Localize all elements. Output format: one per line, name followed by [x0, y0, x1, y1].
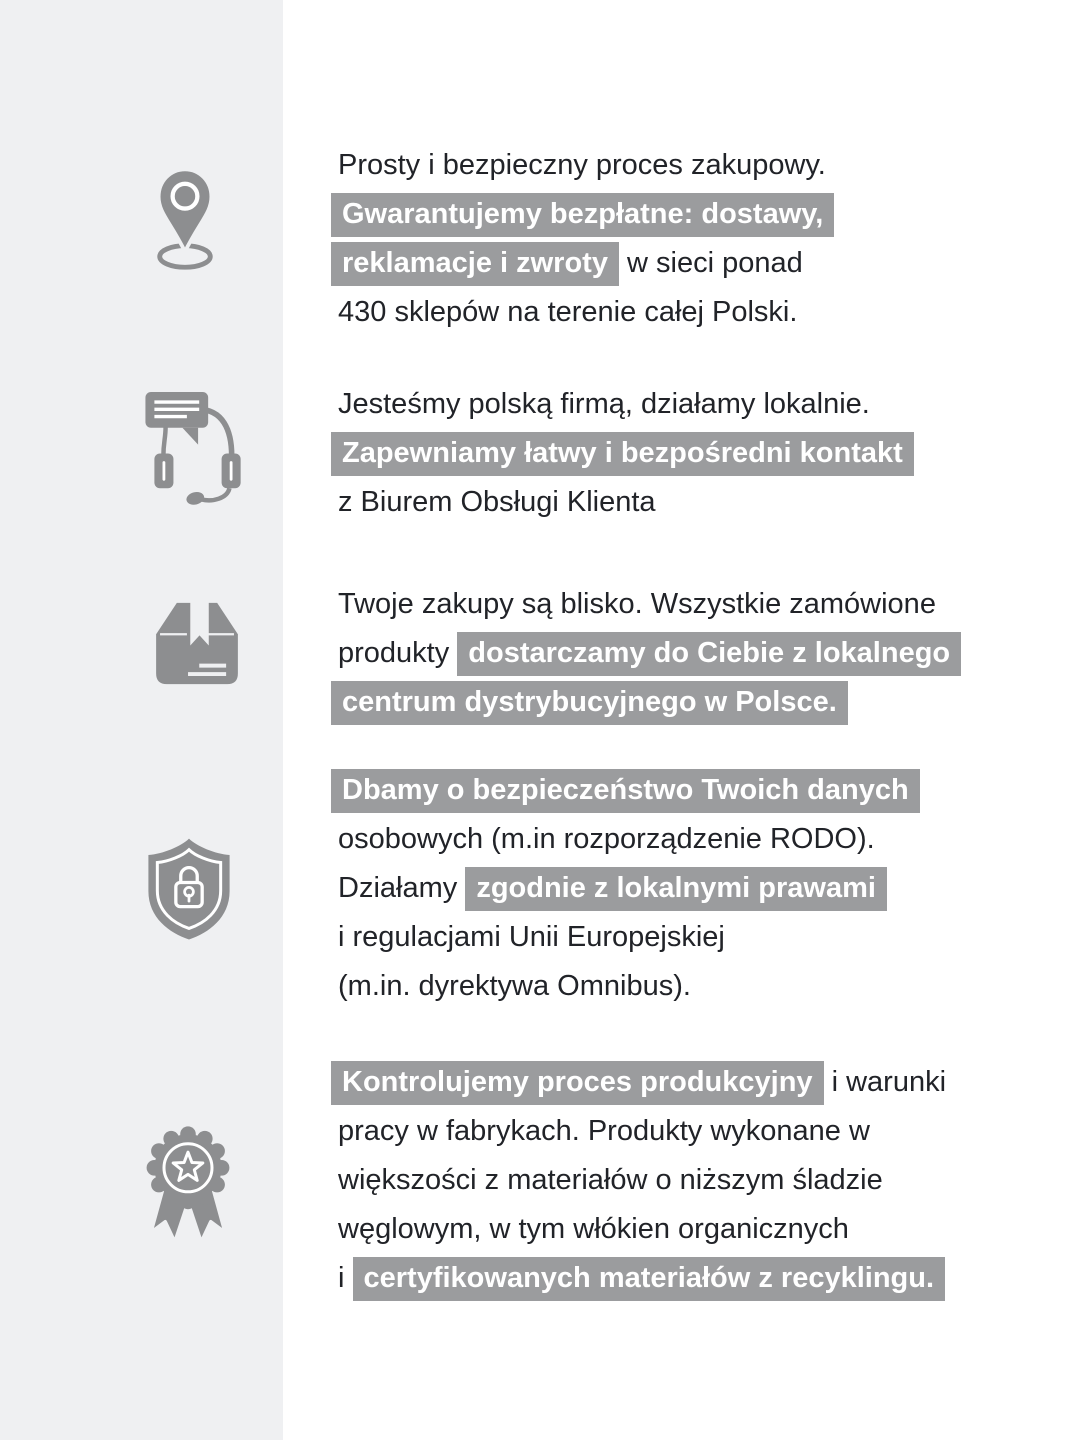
text-line	[331, 962, 920, 1011]
plain-text: (m.in. dyrektywa Omnibus).	[338, 970, 691, 1002]
highlighted-text: Zapewniamy łatwy i bezpośredni kontakt	[331, 432, 914, 476]
text-line	[331, 190, 834, 239]
plain-text: 430 sklepów na terenie całej Polski.	[338, 296, 798, 328]
text-line	[331, 678, 961, 727]
text-line	[331, 1254, 946, 1303]
highlighted-text: Dbamy o bezpieczeństwo Twoich danych	[331, 769, 920, 813]
text-block-logistics	[331, 580, 961, 727]
text-line	[331, 239, 834, 288]
headset-chat-icon	[132, 384, 244, 513]
text-line	[331, 141, 834, 190]
plain-text: Twoje zakupy są blisko. Wszystkie zamówione	[338, 588, 936, 620]
location-pin-icon	[150, 165, 220, 278]
plain-text: i warunki	[823, 1066, 947, 1098]
plain-text: węglowym, w tym włókien organicznych	[338, 1213, 849, 1245]
plain-text: osobowych (m.in rozporządzenie RODO).	[338, 823, 875, 855]
package-icon	[141, 585, 253, 697]
text-line	[331, 1058, 946, 1107]
highlighted-text: Kontrolujemy proces produkcyjny	[331, 1061, 824, 1105]
highlighted-text: reklamacje i zwroty	[331, 242, 619, 286]
text-line	[331, 629, 961, 678]
plain-text: w sieci ponad	[618, 247, 803, 279]
text-line	[331, 478, 914, 527]
text-line	[331, 1205, 946, 1254]
highlighted-text: certyfikowanych materiałów z recyklingu.	[353, 1257, 946, 1301]
text-line	[331, 1107, 946, 1156]
award-badge-icon	[128, 1115, 248, 1247]
plain-text: produkty	[338, 637, 458, 669]
text-block-delivery	[331, 141, 834, 337]
text-line	[331, 288, 834, 337]
text-block-production	[331, 1058, 946, 1303]
text-line	[331, 1156, 946, 1205]
plain-text: Jesteśmy polską firmą, działamy lokalnie.	[338, 388, 870, 420]
plain-text: większości z materiałów o niższym śladzie	[338, 1164, 883, 1196]
text-block-contact	[331, 380, 914, 527]
text-line	[331, 380, 914, 429]
highlighted-text: centrum dystrybucyjnego w Polsce.	[331, 681, 848, 725]
plain-text: i regulacjami Unii Europejskiej	[338, 921, 725, 953]
plain-text: Prosty i bezpieczny proces zakupowy.	[338, 149, 826, 181]
shield-lock-icon	[134, 832, 244, 945]
plain-text: i	[338, 1262, 353, 1294]
highlighted-text: dostarczamy do Ciebie z lokalnego	[457, 632, 961, 676]
text-line	[331, 815, 920, 864]
plain-text: Działamy	[338, 872, 466, 904]
highlighted-text: zgodnie z lokalnymi prawami	[465, 867, 887, 911]
text-block-privacy	[331, 766, 920, 1011]
text-line	[331, 580, 961, 629]
text-line	[331, 429, 914, 478]
highlighted-text: Gwarantujemy bezpłatne: dostawy,	[331, 193, 834, 237]
text-line	[331, 766, 920, 815]
plain-text: pracy w fabrykach. Produkty wykonane w	[338, 1115, 870, 1147]
text-line	[331, 913, 920, 962]
plain-text: z Biurem Obsługi Klienta	[338, 486, 656, 518]
text-line	[331, 864, 920, 913]
